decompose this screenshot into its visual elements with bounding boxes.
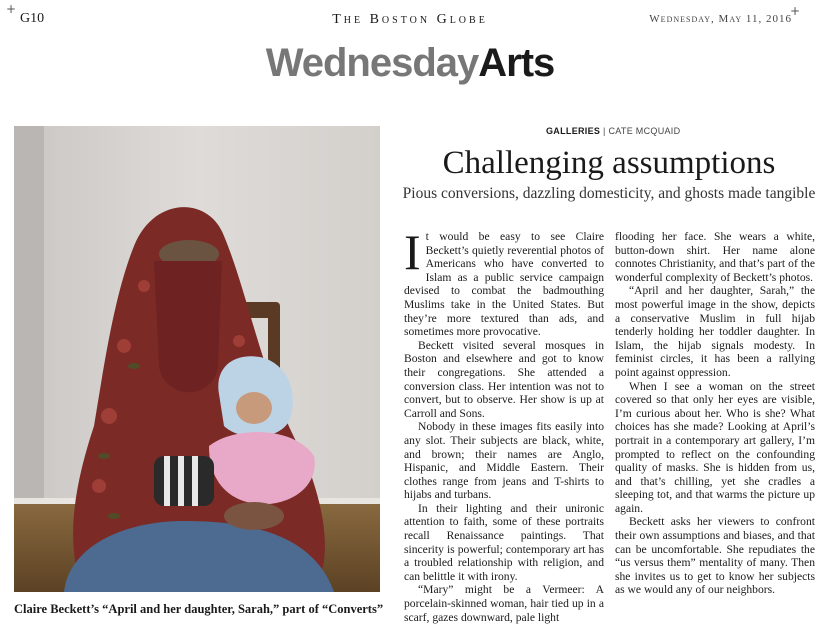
photo-caption: Claire Beckett’s “April and her daughter, Sarah,” part of “Converts” — [14, 602, 384, 616]
drop-cap: I — [404, 224, 421, 280]
portrait-photo-illustration — [14, 126, 380, 592]
article-column-1 — [404, 224, 604, 624]
face-veil — [154, 261, 222, 392]
kicker-author: CATE MCQUAID — [608, 126, 681, 136]
paragraph: “April and her daughter, Sarah,” the most powerful image in the show, depicts a conservative Muslim in full hijab tenderly holding her toddler daughter. In Islam, the hijab signals modesty. In feminist circles, it has been a rallying point against oppression. — [615, 284, 815, 379]
issue-date: Wednesday, May 11, 2016 — [649, 13, 792, 25]
kicker-separator: | — [600, 126, 609, 136]
paragraph: t would be easy to see Claire Beckett’s quietly reverential photos of Americans who have converted to Islam as a public service campaign devised to combat the badmouthing Muslims take in the United States. But they’re more textured than ads, and sometimes more provocative. — [404, 230, 604, 339]
kicker — [546, 126, 680, 136]
registration-mark-left: + — [6, 2, 17, 16]
registration-mark-right: + — [789, 4, 800, 18]
page-number: G10 — [20, 11, 45, 26]
paragraph: Beckett asks her viewers to confront their own assumptions and biases, and that can be uncomfortable. She repudiates the “us versus them” mentality of many. Then she invites us to get to know her subjects as we would any of our neighbors. — [615, 515, 815, 597]
kicker-section: GALLERIES — [546, 126, 601, 136]
deck: Pious conversions, dazzling domesticity, and ghosts made tangible — [402, 185, 816, 202]
paragraph: When I see a woman on the street covered so that only her eyes are visible, I’m curious about her. Who is she? What choices has she made? Looking at April’s portrait in a contemporary art gallery, I’m prompted to reflect on the confounding quality of masks. She is hidden from us, and that’s chilling, yet she cradles a sleeping tot, and that warms the picture up again. — [615, 379, 815, 515]
paragraph: In their lighting and their unironic attention to faith, some of these portraits recall Renaissance paintings. That sincerity is powerful; contemporary art has a troubled relationship with religion, and can belittle it with irony. — [404, 501, 604, 583]
door-frame — [14, 126, 44, 506]
section-heading — [0, 38, 820, 88]
mother-hand — [224, 502, 284, 530]
section-word-arts: Arts — [478, 41, 555, 85]
headline: Challenging assumptions — [442, 145, 776, 181]
masthead: The Boston Globe — [332, 12, 488, 27]
section-word-wednesday: Wednesday — [265, 41, 479, 85]
child-face — [236, 392, 272, 424]
paragraph: Beckett visited several mosques in Boston and elsewhere and got to know their congregations. She attended a conversion class. Her intention was not to convert, but to observe. Her show is up at Carroll and Sons. — [404, 338, 604, 420]
paragraph: Nobody in these images fits easily into any slot. Their subjects are black, white, and brown; their names are Anglo, Hispanic, and Middle Eastern. Their clothes range from jeans and T-shirts to hijabs and turbans. — [404, 420, 604, 502]
striped-sleeve — [154, 456, 214, 506]
article-column-2 — [615, 230, 815, 597]
paragraph: flooding her face. She wears a white, button-down shirt. Her name alone connotes Christianity, and that’s part of the wonderful complexity of Beckett’s photos. — [615, 230, 815, 284]
paragraph: “Mary” might be a Vermeer: A porcelain-skinned woman, hair tied up in a scarf, gazes downward, pale light — [404, 583, 604, 624]
portrait-photo — [14, 126, 380, 592]
